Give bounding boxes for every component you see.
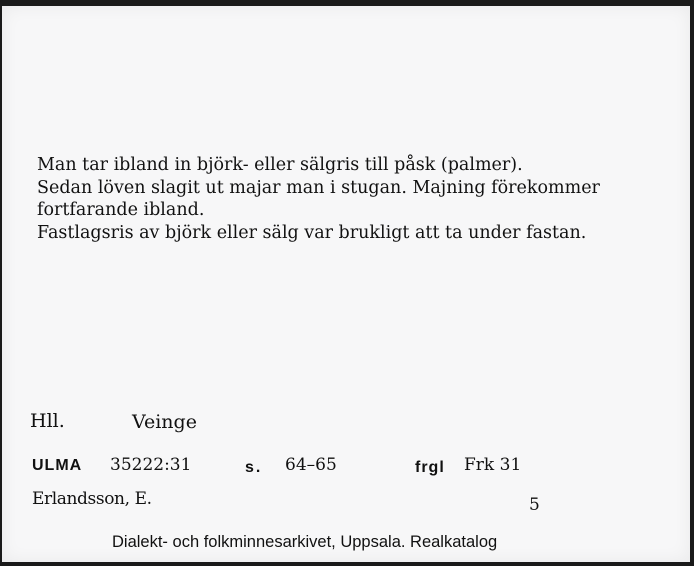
questionnaire-value: Frk 31 xyxy=(464,455,522,475)
archive-footer: Dialekt- och folkminnesarkivet, Uppsala. Realkatalog xyxy=(112,533,498,551)
place-name: Veinge xyxy=(132,411,197,433)
body-line-3: fortfarande ibland. xyxy=(37,200,205,220)
questionnaire-label: frgl xyxy=(415,459,445,476)
body-line-2: Sedan löven slagit ut majar man i stugan. Majning förekommer xyxy=(37,177,600,198)
catalog-card xyxy=(2,6,690,562)
card-page-number: 5 xyxy=(529,495,540,515)
page-label: s. xyxy=(245,459,263,476)
body-line-4: Fastlagsris av björk eller sälg var brukligt att ta under fastan. xyxy=(37,222,587,243)
ulma-label: ULMA xyxy=(32,457,83,474)
ulma-number: 35222:31 xyxy=(110,455,192,475)
page-range: 64–65 xyxy=(285,455,337,475)
card-body-text xyxy=(37,154,677,244)
informant-name: Erlandsson, E. xyxy=(32,489,152,509)
place-code: Hll. xyxy=(30,410,65,432)
body-line-1: Man tar ibland in björk- eller sälgris till påsk (palmer). xyxy=(37,155,523,175)
